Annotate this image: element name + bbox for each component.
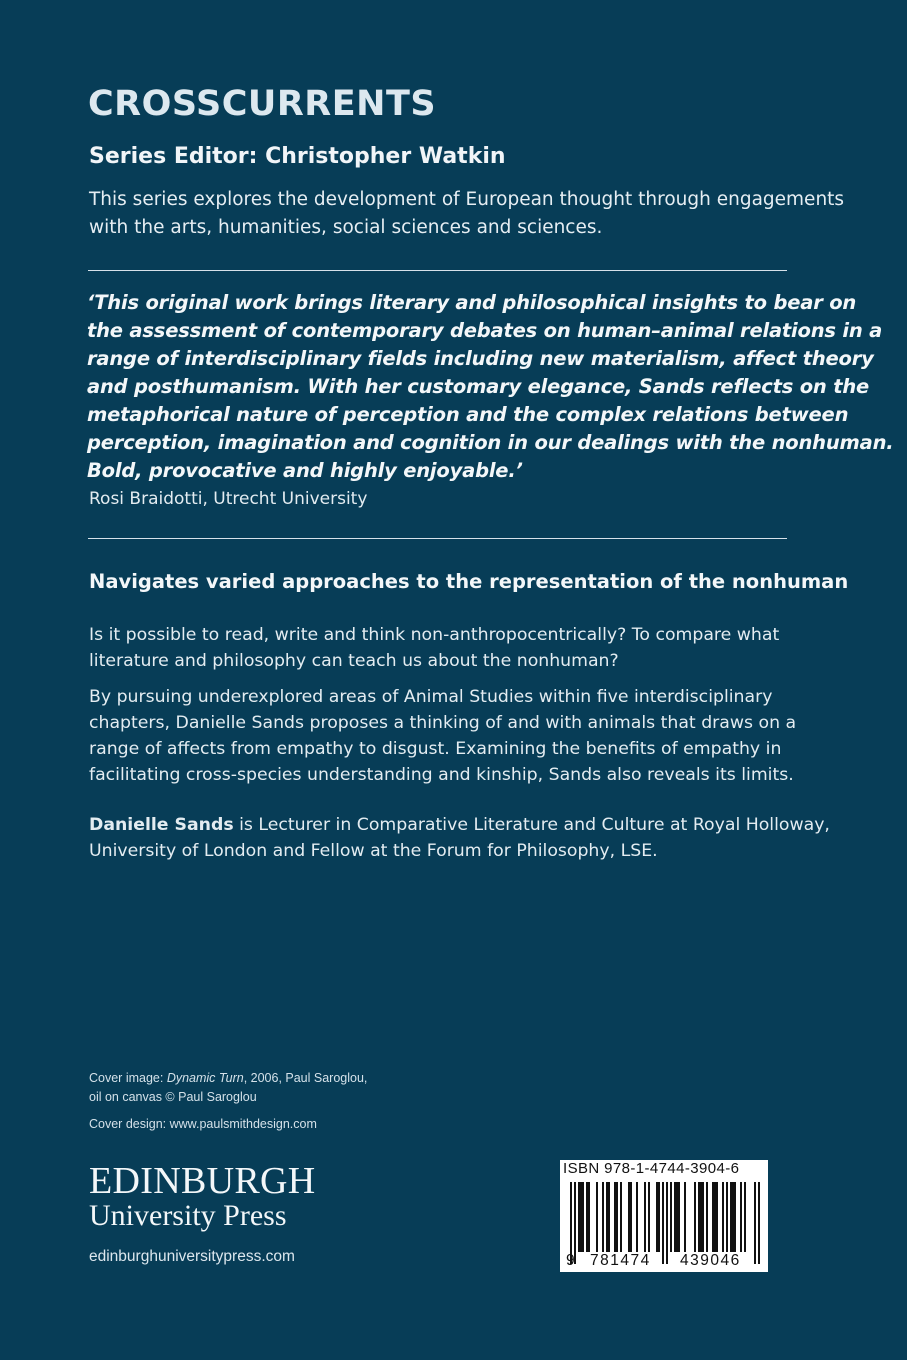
paragraph-line: Is it possible to read, write and think non-anthropocentrically? To compare what [89, 625, 780, 645]
barcode-bar [620, 1182, 622, 1252]
barcode-bar [730, 1182, 732, 1252]
barcode-bar [740, 1182, 742, 1252]
barcode-bar [628, 1182, 630, 1252]
cover-image-credit [89, 1069, 367, 1107]
paragraph-line: By pursuing underexplored areas of Animal Studies within five interdisciplinary [89, 687, 773, 707]
barcode-bar [702, 1182, 704, 1252]
barcode-guard-bar [666, 1182, 668, 1264]
barcode-bar [614, 1182, 616, 1252]
barcode-guard-bar [662, 1182, 664, 1264]
series-editor: Series Editor: Christopher Watkin [89, 144, 506, 169]
quote-line: and posthumanism. With her customary elegance, Sands reflects on the [87, 375, 870, 398]
barcode-bar [636, 1182, 638, 1252]
author-bio-line: University of London and Fellow at the Forum for Philosophy, LSE. [89, 841, 658, 861]
blurb-paragraph-2 [89, 684, 797, 788]
cover-image-suffix: , 2006, Paul Saroglou, [243, 1071, 368, 1085]
barcode-bar [700, 1182, 702, 1252]
barcode-digits-left: 781474 [590, 1252, 651, 1269]
barcode-bar [582, 1182, 584, 1252]
barcode-bar [648, 1182, 650, 1252]
tagline: Navigates varied approaches to the representation of the nonhuman [89, 570, 849, 593]
quote-line: perception, imagination and cognition in our dealings with the nonhuman. [87, 431, 894, 454]
series-description-line: This series explores the development of European thought through engagements [89, 189, 845, 210]
quote-line: ‘This original work brings literary and philosophical insights to bear on [87, 291, 857, 314]
barcode-digits-right: 439046 [680, 1252, 741, 1269]
quote-attribution: Rosi Braidotti, Utrecht University [89, 489, 368, 509]
barcode-bar [732, 1182, 734, 1252]
barcode-bar [606, 1182, 608, 1252]
quote-line: range of interdisciplinary fields including new materialism, affect theory [87, 347, 874, 370]
barcode-bar [674, 1182, 676, 1252]
divider-top [88, 270, 787, 271]
barcode-bar [658, 1182, 660, 1252]
paragraph-line: literature and philosophy can teach us about the nonhuman? [89, 651, 619, 671]
barcode-bar [676, 1182, 678, 1252]
paragraph-line: range of affects from empathy to disgust. Examining the benefits of empathy in [89, 739, 782, 759]
endorsement-quote [87, 289, 894, 485]
barcode-bar [630, 1182, 632, 1252]
publisher-url: edinburghuniversitypress.com [89, 1248, 295, 1265]
barcode-bar [602, 1182, 604, 1252]
cover-image-line2: oil on canvas © Paul Saroglou [89, 1090, 257, 1104]
barcode-bar [684, 1182, 686, 1252]
blurb-paragraph-1 [89, 622, 789, 674]
barcode-bar [722, 1182, 724, 1252]
barcode-bar [712, 1182, 714, 1252]
barcode-bar [726, 1182, 728, 1252]
barcode-bar [734, 1182, 736, 1252]
quote-line: Bold, provocative and highly enjoyable.’ [87, 459, 523, 482]
isbn-barcode [560, 1160, 768, 1272]
cover-image-prefix: Cover image: [89, 1071, 167, 1085]
barcode-bar [716, 1182, 718, 1252]
cover-image-title: Dynamic Turn [166, 1071, 244, 1085]
series-description [89, 186, 845, 242]
barcode-bar [644, 1182, 646, 1252]
barcode-bar [694, 1182, 696, 1252]
barcode-bar [706, 1182, 708, 1252]
isbn-label: ISBN 978-1-4744-3904-6 [563, 1160, 740, 1177]
paragraph-line: facilitating cross-species understanding and kinship, Sands also reveals its limits. [89, 765, 794, 785]
publisher-logo [89, 1162, 315, 1231]
cover-design-credit: Cover design: www.paulsmithdesign.com [89, 1117, 317, 1131]
barcode-bar [744, 1182, 746, 1252]
barcode-bar [586, 1182, 588, 1252]
series-title: CROSSCURRENTS [88, 84, 437, 124]
barcode-bar [656, 1182, 658, 1252]
series-description-line: with the arts, humanities, social sciences and sciences. [89, 217, 603, 238]
barcode-guard-bar [758, 1182, 760, 1264]
barcode-bar [578, 1182, 580, 1252]
barcode-bar [580, 1182, 582, 1252]
divider-bottom [88, 538, 787, 539]
author-bio [89, 812, 830, 864]
publisher-name-line2: University Press [89, 1199, 287, 1232]
quote-line: metaphorical nature of perception and the complex relations between [87, 403, 849, 426]
author-bio-text: is Lecturer in Comparative Literature and Culture at Royal Holloway, [233, 815, 830, 835]
publisher-name-line1: EDINBURGH [89, 1160, 316, 1202]
barcode-bar [596, 1182, 598, 1252]
barcode-digit-lead: 9 [566, 1252, 577, 1269]
barcode-guard-bar [754, 1182, 756, 1264]
barcode-bar [670, 1182, 672, 1252]
barcode-bar [616, 1182, 618, 1252]
barcode-bar [678, 1182, 680, 1252]
paragraph-line: chapters, Danielle Sands proposes a thinking of and with animals that draws on a [89, 713, 797, 733]
barcode-bar [698, 1182, 700, 1252]
author-bio-line [89, 812, 830, 838]
barcode-bar [608, 1182, 610, 1252]
quote-line: the assessment of contemporary debates on human–animal relations in a [87, 319, 883, 342]
author-name: Danielle Sands [89, 815, 234, 835]
barcode-bar [588, 1182, 590, 1252]
barcode-bar [714, 1182, 716, 1252]
